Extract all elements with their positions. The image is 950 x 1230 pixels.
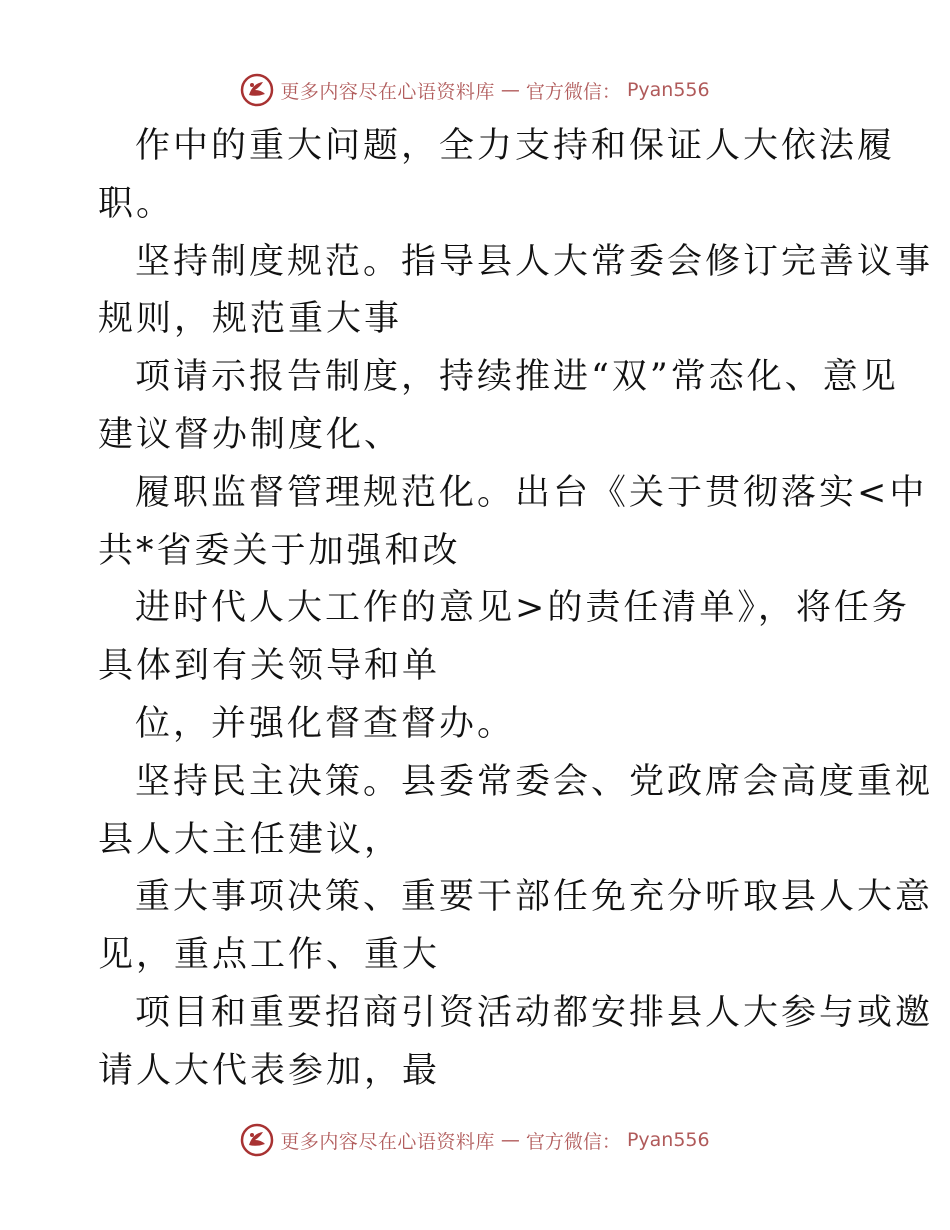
text-line: 请人大代表参加，最 xyxy=(98,1050,441,1091)
text-line: 项请示报告制度，持续推进“双”常态化、意见 xyxy=(135,357,899,398)
watermark-contact-id: Pyan556 xyxy=(626,1129,710,1151)
text-line: 建议督办制度化、 xyxy=(98,414,403,455)
text-line: 坚持制度规范。指导县人大常委会修订完善议事 xyxy=(135,241,934,282)
text-line: 项目和重要招商引资活动都安排县人大参与或邀 xyxy=(135,992,934,1033)
text-line: 见，重点工作、重大 xyxy=(98,935,441,976)
watermark-brand: 更多内容尽在心语资料库 xyxy=(280,1130,495,1153)
text-line: 履职监督管理规范化。出台《关于贯彻落实<中 xyxy=(135,472,928,513)
text-line: 重大事项决策、重要干部任免充分听取县人大意 xyxy=(135,877,934,918)
text-line: 坚持民主决策。县委常委会、党政席会高度重视 xyxy=(135,761,934,802)
text-line: 进时代人大工作的意见>的责任清单》，将任务 xyxy=(135,588,910,629)
brand-logo-icon xyxy=(240,1123,274,1157)
text-line: 位，并强化督查督办。 xyxy=(135,703,516,744)
watermark-contact-label: 官方微信： xyxy=(525,1130,621,1153)
text-line: 共*省委关于加强和改 xyxy=(98,530,461,571)
brand-logo-icon xyxy=(240,73,274,107)
text-line: 县人大主任建议， xyxy=(98,819,403,860)
text-line: 作中的重大问题，全力支持和保证人大依法履 xyxy=(135,126,896,166)
header-watermark xyxy=(0,70,950,110)
document-body xyxy=(98,118,934,1101)
watermark-separator: — xyxy=(500,79,520,101)
watermark-separator: — xyxy=(500,1129,520,1151)
footer-watermark xyxy=(0,1120,950,1160)
watermark-contact-id: Pyan556 xyxy=(626,79,710,101)
watermark-brand: 更多内容尽在心语资料库 xyxy=(280,80,495,103)
text-line: 具体到有关领导和单 xyxy=(98,646,441,687)
watermark-contact-label: 官方微信： xyxy=(525,80,621,103)
text-line: 职。 xyxy=(98,183,175,224)
text-line: 规则，规范重大事 xyxy=(98,299,403,340)
